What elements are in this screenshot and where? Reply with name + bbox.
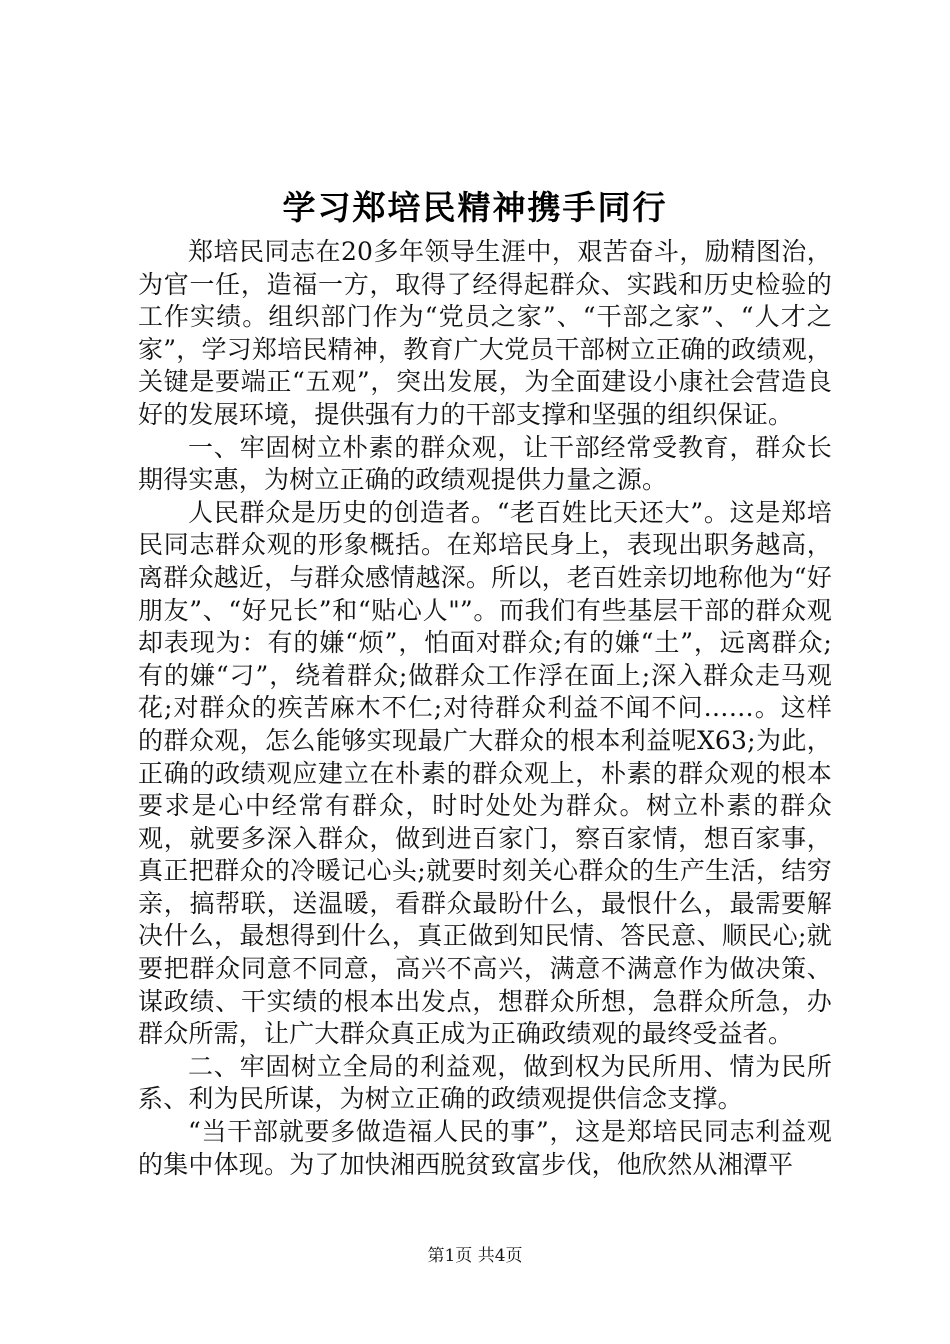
- paragraph-intro: 郑培民同志在20多年领导生涯中，艰苦奋斗，励精图治，为官一任，造福一方，取得了经得起群众、实践和历史检验的工作实绩。组织部门作为“党员之家”、“干部之家”、“人才之家”，学习郑培民精神，教育广大党员干部树立正确的政绩观，关键是要端正“五观”，突出发展，为全面建设小康社会营造良好的发展环境，提供强有力的干部支撑和坚强的组织保证。: [138, 237, 832, 429]
- paragraph-section-one-heading: 一、牢固树立朴素的群众观，让干部经常受教育，群众长期得实惠，为树立正确的政绩观提供力量之源。: [138, 432, 832, 495]
- document-body: [138, 236, 832, 1181]
- paragraph-section-two-heading: 二、牢固树立全局的利益观，做到权为民所用、情为民所系、利为民所谋，为树立正确的政绩观提供信念支撑。: [138, 1051, 832, 1114]
- page-number-footer: 第1页 共4页: [427, 1246, 523, 1266]
- document-title: 学习郑培民精神携手同行: [282, 188, 668, 227]
- paragraph-section-two-body: “当干部就要多做造福人民的事”，这是郑培民同志利益观的集中体现。为了加快湘西脱贫致富步伐，他欣然从湘潭平: [138, 1117, 832, 1179]
- paragraph-section-one-body: 人民群众是历史的创造者。“老百姓比天还大”。这是郑培民同志群众观的形象概括。在郑培民身上，表现出职务越高，离群众越近，与群众感情越深。所以，老百姓亲切地称他为“好朋友”、“好兄长”和“贴心人"”。而我们有些基层干部的群众观却表现为：有的嫌“烦”，怕面对群众;有的嫌“土”，远离群众;有的嫌“刁”，绕着群众;做群众工作浮在面上;深入群众走马观花;对群众的疾苦麻木不仁;对待群众利益不闻不问……。这样的群众观，怎么能够实现最广大群众的根本利益呢X63;为此，正确的政绩观应建立在朴素的群众观上，朴素的群众观的根本要求是心中经常有群众，时时处处为群众。树立朴素的群众观，就要多深入群众，做到进百家门，察百家情，想百家事，真正把群众的冷暖记心头;就要时刻关心群众的生产生活，结穷亲，搞帮联，送温暖，看群众最盼什么，最恨什么，最需要解决什么，最想得到什么，真正做到知民情、答民意、顺民心;就要把群众同意不同意，高兴不高兴，满意不满意作为做决策、谋政绩、干实绩的根本出发点，想群众所想，急群众所急，办群众所需，让广大群众真正成为正确政绩观的最终受益者。: [138, 497, 832, 1049]
